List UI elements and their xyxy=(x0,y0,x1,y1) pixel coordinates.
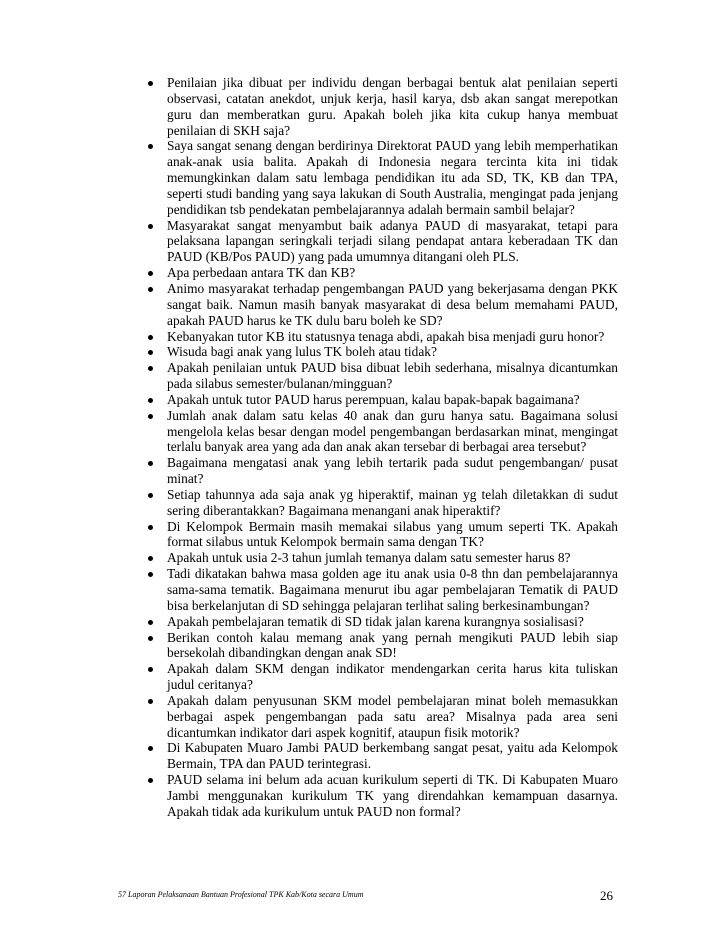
bullet-icon xyxy=(148,620,153,625)
list-item xyxy=(142,265,618,281)
list-item xyxy=(142,519,618,551)
list-item xyxy=(142,408,618,456)
list-item-text: Apakah dalam penyusunan SKM model pembelajaran minat boleh memasukkan berbagai aspek pengembangan pada satu area? Misalnya pada area seni dicantumkan indikator dari aspek kognitif, ataupun fisik motorik? xyxy=(167,692,618,740)
list-item-text: Setiap tahunnya ada saja anak yg hiperaktif, mainan yg telah diletakkan di sudut sering diberantakkan? Bagaimana menangani anak hiperaktif? xyxy=(167,486,618,518)
list-item-text: PAUD selama ini belum ada acuan kurikulum seperti di TK. Di Kabupaten Muaro Jambi menggunakan kurikulum TK yang direndahkan kemampuan dasarnya. Apakah tidak ada kurikulum untuk PAUD non formal? xyxy=(167,772,618,819)
list-item-text: Saya sangat senang dengan berdirinya Direktorat PAUD yang lebih memperhatikan anak-anak usia balita. Apakah di Indonesia negara tercinta kita ini tidak memungkinkan dalam satu lembaga pendidikan itu ada SD, TK, KB dan TPA, seperti studi banding yang saya lakukan di South Australia, mengingat pada jenjang pendidikan tsb pendekatan pembelajarannya adalah bermain sambil belajar? xyxy=(167,138,618,217)
list-item xyxy=(142,487,618,519)
bullet-icon xyxy=(148,778,153,783)
bullet-icon xyxy=(148,461,153,466)
bullet-icon xyxy=(148,144,153,149)
list-item xyxy=(142,455,618,487)
bullet-icon xyxy=(148,366,153,371)
list-item xyxy=(142,138,618,217)
list-item-text: Apakah pembelajaran tematik di SD tidak jalan karena kurangnya sosialisasi? xyxy=(167,613,584,629)
list-item-text: Apa perbedaan antara TK dan KB? xyxy=(167,265,356,281)
list-item xyxy=(142,75,618,138)
bullet-icon xyxy=(148,287,153,292)
page-number: 26 xyxy=(600,888,613,903)
bullet-icon xyxy=(148,414,153,419)
list-item-text: Di Kabupaten Muaro Jambi PAUD berkembang sangat pesat, yaitu ada Kelompok Bermain, TPA dan PAUD terintegrasi. xyxy=(167,740,618,772)
list-item-text: Masyarakat sangat menyambut baik adanya PAUD di masyarakat, tetapi para pelaksana lapangan seringkali terjadi silang pendapat antara keberadaan TK dan PAUD (KB/Pos PAUD) yang pada umumnya ditangani oleh PLS. xyxy=(167,217,618,265)
bullet-icon xyxy=(148,335,153,340)
list-item xyxy=(142,550,618,566)
footer-text: 57 Laporan Pelaksanaan Bantuan Profesional TPK Kab/Kota secara Umum xyxy=(118,890,364,899)
list-item-text: Jumlah anak dalam satu kelas 40 anak dan guru hanya satu. Bagaimana solusi mengelola kelas besar dengan model pengembangan berdasarkan minat, mengingat terlalu banyak area yang ada dan anak akan tersebar di berbagai area tersebut? xyxy=(167,407,618,455)
list-item xyxy=(142,566,618,614)
list-item-text: Bagaimana mengatasi anak yang lebih tertarik pada sudut pengembangan/ pusat minat? xyxy=(167,455,618,487)
bullet-icon xyxy=(148,699,153,704)
bullet-icon xyxy=(148,556,153,561)
list-item-text: Wisuda bagi anak yang lulus TK boleh atau tidak? xyxy=(167,344,437,360)
bullet-icon xyxy=(148,667,153,672)
list-item xyxy=(142,630,618,662)
list-item-text: Di Kelompok Bermain masih memakai silabus yang umum seperti TK. Apakah format silabus untuk Kelompok bermain sama dengan TK? xyxy=(167,518,618,550)
bullet-icon xyxy=(148,81,153,86)
list-item xyxy=(142,218,618,266)
list-item xyxy=(142,740,618,772)
bullet-icon xyxy=(148,493,153,498)
list-item xyxy=(142,329,618,345)
list-item xyxy=(142,281,618,329)
list-item-text: Tadi dikatakan bahwa masa golden age itu anak usia 0-8 thn dan pembelajarannya sama-sama tematik. Bagaimana menurut ibu agar pembelajaran Tematik di PAUD bisa berkelanjutan di SD sehingga pelajaran terlihat saling berkesinambungan? xyxy=(167,566,618,613)
bullet-icon xyxy=(148,350,153,355)
bullet-icon xyxy=(148,525,153,530)
bullet-icon xyxy=(148,636,153,641)
list-item-text: Apakah dalam SKM dengan indikator mendengarkan cerita harus kita tuliskan judul ceritanya? xyxy=(167,661,618,693)
bullet-icon xyxy=(148,224,153,229)
list-item-text: Animo masyarakat terhadap pengembangan PAUD yang bekerjasama dengan PKK sangat baik. Namun masih banyak masyarakat di desa belum memahami PAUD, apakah PAUD harus ke TK dulu baru boleh ke SD? xyxy=(167,280,618,328)
bullet-icon xyxy=(148,746,153,751)
list-item xyxy=(142,344,618,360)
list-item xyxy=(142,360,618,392)
list-item-text: Penilaian jika dibuat per individu dengan berbagai bentuk alat penilaian seperti observasi, catatan anekdot, unjuk kerja, hasil karya, dsb akan sangat merepotkan guru dan memberatkan guru. Apakah boleh jika kita cukup hanya membuat penilaian di SKH saja? xyxy=(167,75,618,138)
bullet-icon xyxy=(148,398,153,403)
list-item-text: Apakah untuk tutor PAUD harus perempuan, kalau bapak-bapak bagaimana? xyxy=(167,391,580,407)
bullet-icon xyxy=(148,271,153,276)
bullet-icon xyxy=(148,572,153,577)
list-item xyxy=(142,392,618,408)
list-item xyxy=(142,693,618,741)
list-item xyxy=(142,614,618,630)
list-item xyxy=(142,772,618,820)
list-item xyxy=(142,661,618,693)
list-item-text: Berikan contoh kalau memang anak yang pernah mengikuti PAUD lebih siap bersekolah dibandingkan dengan anak SD! xyxy=(167,629,618,661)
list-item-text: Apakah untuk usia 2-3 tahun jumlah temanya dalam satu semester harus 8? xyxy=(167,550,571,566)
list-item-text: Kebanyakan tutor KB itu statusnya tenaga abdi, apakah bisa menjadi guru honor? xyxy=(167,328,605,344)
list-item-text: Apakah penilaian untuk PAUD bisa dibuat lebih sederhana, misalnya dicantumkan pada silabus semester/bulanan/mingguan? xyxy=(167,360,618,392)
question-list xyxy=(142,75,618,820)
